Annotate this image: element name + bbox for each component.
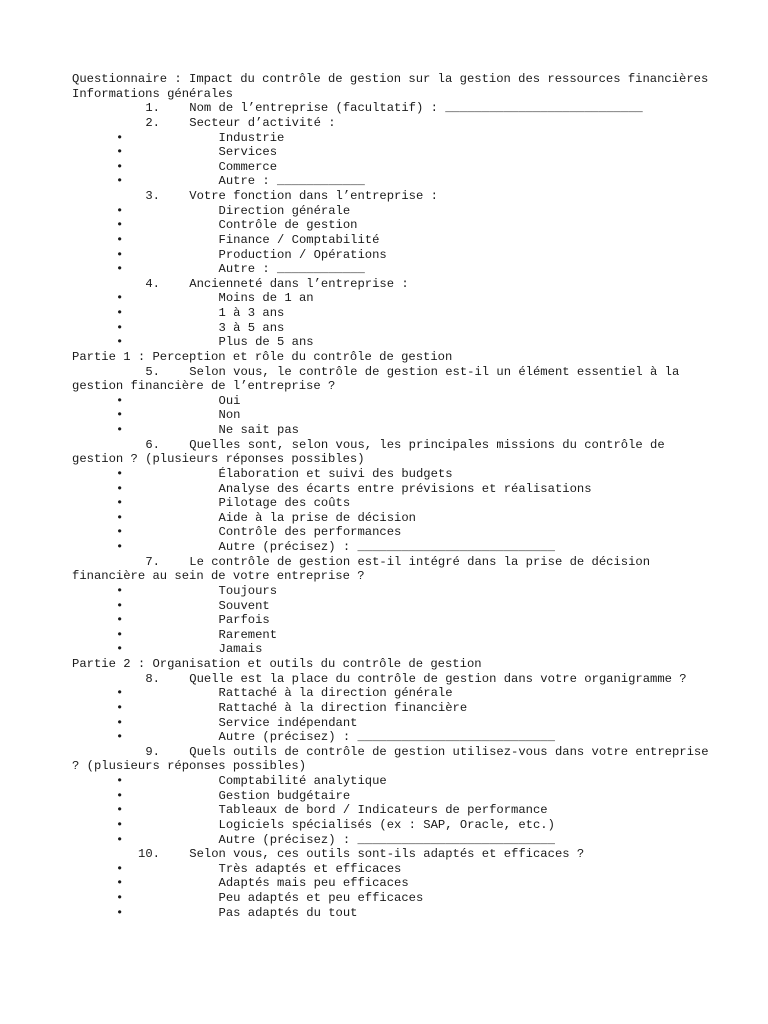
bullet-option <box>72 730 712 745</box>
bullet-option <box>72 496 712 511</box>
option-label: Contrôle des performances <box>160 525 402 540</box>
bullet-option <box>72 906 712 921</box>
bullet-icon: • <box>116 159 124 174</box>
question-text: Quelles sont, selon vous, les principales missions du contrôle de <box>160 437 665 452</box>
bullet-icon: • <box>116 466 124 481</box>
document-page <box>72 72 712 920</box>
question-line <box>72 555 712 570</box>
bullet-icon: • <box>116 203 124 218</box>
option-label: Rattaché à la direction financière <box>160 700 468 715</box>
bullet-option <box>72 306 712 321</box>
option-label: Tableaux de bord / Indicateurs de performance <box>160 803 548 818</box>
document-title: Questionnaire : Impact du contrôle de gestion sur la gestion des ressources financières <box>72 72 709 86</box>
option-label: Moins de 1 an <box>160 291 314 306</box>
bullet-icon: • <box>116 832 124 847</box>
option-label: Toujours <box>160 583 278 598</box>
bullet-icon: • <box>116 320 124 335</box>
bullet-icon: • <box>116 481 124 496</box>
bullet-option <box>72 335 712 350</box>
section-heading: Informations générales <box>72 86 233 101</box>
question-text: Quels outils de contrôle de gestion utilisez-vous dans votre entreprise <box>160 744 709 759</box>
bullet-option <box>72 423 712 438</box>
bullet-icon: • <box>116 408 124 423</box>
option-label: Pas adaptés du tout <box>160 905 358 920</box>
bullet-icon: • <box>116 174 124 189</box>
bullet-option <box>72 321 712 336</box>
bullet-option <box>72 525 712 540</box>
option-label: Comptabilité analytique <box>160 774 387 788</box>
bullet-icon: • <box>116 335 124 350</box>
bullet-option <box>72 511 712 526</box>
bullet-icon: • <box>116 262 124 277</box>
question-text-continued: financière au sein de votre entreprise ? <box>72 569 365 584</box>
question-line <box>72 101 712 116</box>
bullet-icon: • <box>116 861 124 876</box>
question-line <box>72 277 712 292</box>
bullet-option <box>72 262 712 277</box>
bullet-option <box>72 218 712 233</box>
bullet-option <box>72 686 712 701</box>
option-label: Ne sait pas <box>160 423 299 437</box>
bullet-option <box>72 131 712 146</box>
option-label: Aide à la prise de décision <box>160 510 416 525</box>
bullet-icon: • <box>116 730 124 745</box>
question-number: 8. <box>145 671 160 686</box>
option-label: Industrie <box>160 130 285 145</box>
bullet-icon: • <box>116 423 124 437</box>
option-label: 1 à 3 ans <box>160 306 285 320</box>
option-label: Jamais <box>160 642 263 657</box>
option-label: Finance / Comptabilité <box>160 232 380 247</box>
bullet-option <box>72 174 712 189</box>
bullet-icon: • <box>116 613 124 628</box>
option-label: Peu adaptés et peu efficaces <box>160 891 424 905</box>
option-label: Commerce <box>160 159 278 174</box>
option-label: Rarement <box>160 627 278 642</box>
bullet-icon: • <box>116 788 124 803</box>
option-label: Gestion budgétaire <box>160 788 351 803</box>
bullet-icon: • <box>116 686 124 701</box>
option-label: Autre (précisez) : ___________________________ <box>160 730 555 745</box>
question-number: 5. <box>145 364 160 379</box>
question-text-continued: ? (plusieurs réponses possibles) <box>72 759 307 774</box>
option-label: 3 à 5 ans <box>160 320 285 335</box>
bullet-icon: • <box>116 876 124 891</box>
question-text: Selon vous, ces outils sont-ils adaptés et efficaces ? <box>160 847 585 862</box>
question-text-continued: gestion financière de l’entreprise ? <box>72 379 336 394</box>
bullet-option <box>72 584 712 599</box>
bullet-icon: • <box>116 803 124 818</box>
bullet-option <box>72 862 712 877</box>
option-label: Autre : ____________ <box>160 174 365 189</box>
bullet-icon: • <box>116 145 124 160</box>
option-label: Services <box>160 145 278 160</box>
bullet-icon: • <box>116 247 124 262</box>
bullet-icon: • <box>116 525 124 540</box>
bullet-option <box>72 716 712 731</box>
bullet-icon: • <box>116 598 124 613</box>
question-number: 4. <box>145 276 160 291</box>
section-heading: Partie 1 : Perception et rôle du contrôle de gestion <box>72 349 453 364</box>
option-label: Élaboration et suivi des budgets <box>160 466 453 481</box>
option-label: Parfois <box>160 613 270 628</box>
option-label: Logiciels spécialisés (ex : SAP, Oracle, etc.) <box>160 817 555 832</box>
bullet-icon: • <box>116 715 124 730</box>
option-label: Souvent <box>160 598 270 613</box>
bullet-icon: • <box>116 232 124 247</box>
option-label: Autre : ____________ <box>160 262 365 277</box>
option-label: Plus de 5 ans <box>160 335 314 350</box>
bullet-option <box>72 628 712 643</box>
question-number: 3. <box>145 189 160 203</box>
question-number: 10. <box>138 847 160 862</box>
question-number: 2. <box>145 115 160 130</box>
question-number: 1. <box>145 101 160 116</box>
option-label: Direction générale <box>160 203 351 218</box>
option-label: Service indépendant <box>160 715 358 730</box>
bullet-option <box>72 291 712 306</box>
bullet-icon: • <box>116 510 124 525</box>
bullet-icon: • <box>116 905 124 920</box>
bullet-option <box>72 394 712 409</box>
bullet-icon: • <box>116 130 124 145</box>
bullet-icon: • <box>116 291 124 306</box>
bullet-icon: • <box>116 891 124 905</box>
bullet-icon: • <box>116 218 124 233</box>
bullet-option <box>72 467 712 482</box>
document-body <box>72 87 712 921</box>
question-text: Le contrôle de gestion est-il intégré dans la prise de décision <box>160 554 651 569</box>
question-text: Selon vous, le contrôle de gestion est-il un élément essentiel à la <box>160 364 680 379</box>
bullet-icon: • <box>116 540 124 554</box>
option-label: Production / Opérations <box>160 247 387 262</box>
question-line <box>72 745 712 760</box>
question-line <box>72 847 712 862</box>
question-text: Votre fonction dans l’entreprise : <box>160 189 438 203</box>
question-line <box>72 189 712 204</box>
bullet-icon: • <box>116 642 124 657</box>
option-label: Pilotage des coûts <box>160 496 351 511</box>
bullet-option <box>72 613 712 628</box>
question-text-continued: gestion ? (plusieurs réponses possibles) <box>72 452 365 467</box>
bullet-option <box>72 701 712 716</box>
option-label: Rattaché à la direction générale <box>160 686 453 701</box>
bullet-option <box>72 833 712 848</box>
section-heading: Partie 2 : Organisation et outils du contrôle de gestion <box>72 657 482 671</box>
bullet-option <box>72 789 712 804</box>
bullet-option <box>72 818 712 833</box>
bullet-icon: • <box>116 306 124 320</box>
option-label: Autre (précisez) : ___________________________ <box>160 832 555 847</box>
option-label: Très adaptés et efficaces <box>160 861 402 876</box>
bullet-icon: • <box>116 583 124 598</box>
bullet-option <box>72 408 712 423</box>
bullet-option <box>72 145 712 160</box>
bullet-option <box>72 248 712 263</box>
question-number: 9. <box>145 744 160 759</box>
bullet-option <box>72 642 712 657</box>
question-text: Secteur d’activité : <box>160 115 336 130</box>
option-label: Contrôle de gestion <box>160 218 358 233</box>
option-label: Autre (précisez) : ___________________________ <box>160 540 555 554</box>
bullet-option <box>72 482 712 497</box>
option-label: Non <box>160 408 241 423</box>
bullet-option <box>72 876 712 891</box>
question-text: Quelle est la place du contrôle de gestion dans votre organigramme ? <box>160 671 687 686</box>
question-line <box>72 116 712 131</box>
bullet-icon: • <box>116 700 124 715</box>
bullet-icon: • <box>116 817 124 832</box>
bullet-option <box>72 233 712 248</box>
bullet-option <box>72 891 712 906</box>
question-number: 7. <box>145 554 160 569</box>
question-line <box>72 438 712 453</box>
bullet-icon: • <box>116 627 124 642</box>
option-label: Oui <box>160 393 241 408</box>
bullet-icon: • <box>116 774 124 788</box>
question-line <box>72 672 712 687</box>
question-number: 6. <box>145 437 160 452</box>
bullet-option <box>72 803 712 818</box>
question-line <box>72 365 712 380</box>
bullet-icon: • <box>116 496 124 511</box>
option-label: Analyse des écarts entre prévisions et réalisations <box>160 481 592 496</box>
bullet-option <box>72 599 712 614</box>
bullet-option <box>72 540 712 555</box>
bullet-option <box>72 774 712 789</box>
bullet-option <box>72 160 712 175</box>
bullet-icon: • <box>116 393 124 408</box>
question-text: Ancienneté dans l’entreprise : <box>160 276 409 291</box>
option-label: Adaptés mais peu efficaces <box>160 876 409 891</box>
question-text: Nom de l’entreprise (facultatif) : ___________________________ <box>160 101 643 116</box>
bullet-option <box>72 204 712 219</box>
